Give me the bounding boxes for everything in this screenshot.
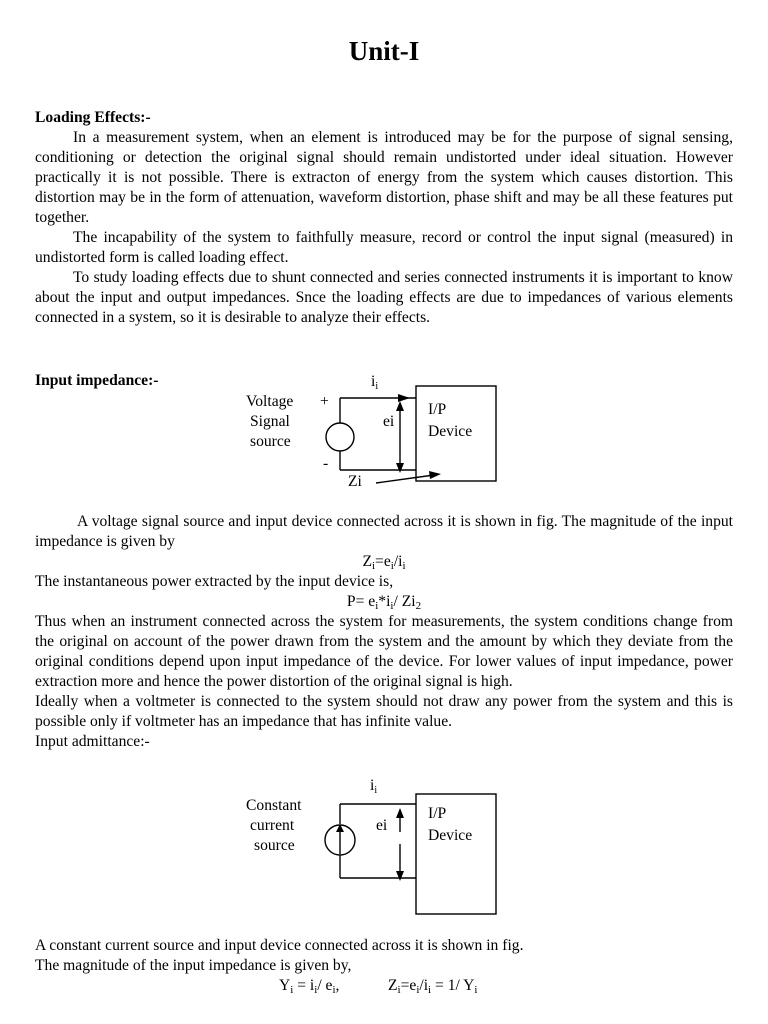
diagram1-impedance-arrow	[376, 475, 434, 483]
current-source-diagram	[236, 774, 506, 918]
diagram1-device-line2: Device	[428, 423, 473, 440]
formula-z2-sub4: i	[474, 984, 478, 996]
diagram2-current-label: ii	[370, 777, 378, 796]
formula-power-c: / Zi	[393, 593, 416, 610]
diagram1-voltage-label: ei	[383, 413, 395, 430]
loading-paragraph-1: In a measurement system, when an element is introduced may be for the purpose of signal sensing, conditioning or detection the original signal should remain undistorted under ideal situation. However practically it is not possible. There is extracton of energy from the system which causes distortion. This distortion may be in the form of attenuation, waveform distortion, phase shift and may be all these features put together.	[35, 129, 733, 226]
formula-z2-div: /i	[419, 977, 429, 994]
formula-z2-end: = 1/ Y	[431, 977, 475, 994]
diagram1-source-circle	[326, 423, 354, 451]
formula-z2-sub2: i	[416, 984, 420, 996]
loading-effects-heading: Loading Effects:-	[35, 109, 151, 126]
formula-power-square: 2	[415, 600, 422, 612]
loading-paragraph-3: To study loading effects due to shunt connected and series connected instruments it is important to know about the input and output impedances. Snce the loading effects are due to impedances of various elements connected in a system, so it is desirable to analyze their effects.	[35, 269, 733, 326]
formula-zi-div: /i	[393, 553, 403, 570]
diagram1-source-line2: Signal	[250, 413, 290, 430]
loading-effects-section	[35, 108, 733, 328]
formula-power-sub2: i	[390, 600, 394, 612]
voltage-source-diagram	[236, 368, 506, 496]
formula-z2-sub3: i	[428, 984, 432, 996]
loading-paragraph-2: The incapability of the system to faithfully measure, record or control the input signal (measured) in undistorted form is called loading effect.	[35, 229, 733, 266]
diagram2-source-line2: current	[250, 817, 295, 834]
diagram1-voltage-arrowhead-down	[396, 463, 404, 473]
diagram2-device-line2: Device	[428, 827, 473, 844]
formula-zi-eq: =e	[375, 553, 391, 570]
formula-y-sub1: i	[290, 984, 294, 996]
formula-y: Y	[279, 977, 291, 994]
formula-zi-sub2: i	[390, 560, 394, 572]
input-impedance-heading: Input impedance:-	[35, 372, 159, 389]
impedance-paragraph-1: A voltage signal source and input device connected across it is shown in fig. The magnitude of the input impedance is given by	[35, 513, 733, 550]
impedance-paragraph-4: Ideally when a voltmeter is connected to the system should not draw any power from the system and this is possible only if voltmeter has an impedance that has infinite value.	[35, 693, 733, 730]
input-impedance-text-3	[35, 612, 733, 752]
diagram2-voltage-arrowhead-down	[396, 871, 404, 881]
diagram1-impedance-label: Zi	[348, 473, 362, 490]
diagram1-source-line3: source	[250, 433, 291, 450]
formula-y-comma: ,	[335, 977, 340, 994]
diagram1-device-line1: I/P	[428, 401, 447, 418]
input-admittance-heading: Input admittance:-	[35, 733, 150, 750]
formula-zi-z: Z	[362, 553, 372, 570]
formula-power-b: *i	[378, 593, 391, 610]
diagram2-device-line1: I/P	[428, 805, 447, 822]
diagram1-source-line1: Voltage	[246, 393, 294, 410]
formula-zi-sub3: i	[402, 560, 406, 572]
impedance-paragraph-3: Thus when an instrument connected across the system for measurements, the system conditions change from the original on account of the power drawn from the system and the amount by which they deviate from the original conditions depend upon input impedance of the device. For lower values of input impedance, power extraction more and hence the power distortion of the original signal is high.	[35, 613, 733, 690]
formula-y-e: / e	[317, 977, 333, 994]
diagram1-minus-label: -	[323, 455, 329, 472]
power-intro: The instantaneous power extracted by the input device is,	[35, 573, 394, 590]
diagram1-plus-label: +	[320, 393, 329, 410]
diagram1-current-label: ii	[371, 373, 379, 392]
diagram2-source-line1: Constant	[246, 797, 302, 814]
formula-y-sub3: i	[332, 984, 336, 996]
input-impedance-text-1	[35, 512, 733, 552]
diagram1-current-arrowhead	[398, 394, 410, 402]
admittance-paragraph-1: A constant current source and input device connected across it is shown in fig.	[35, 937, 524, 954]
diagram2-source-line3: source	[254, 837, 295, 854]
formula-z2-eq: =e	[400, 977, 417, 994]
diagram2-voltage-arrowhead-up	[396, 808, 404, 818]
formula-power-a: P= e	[346, 593, 376, 610]
page-title: Unit-I	[348, 36, 420, 66]
formula-power-sub1: i	[375, 600, 379, 612]
diagram1-voltage-arrowhead-up	[396, 401, 404, 411]
diagram1-impedance-arrowhead	[429, 471, 441, 479]
input-admittance-text	[35, 936, 733, 976]
diagram2-voltage-label: ei	[376, 817, 388, 834]
formula-y-eq: = i	[293, 977, 315, 994]
formula-admittance	[279, 976, 339, 1000]
formula-zi-sub1: i	[371, 560, 376, 572]
formula-zi-admittance	[388, 976, 477, 1000]
formula-z2-sub1: i	[397, 984, 401, 996]
formula-z2: Z	[388, 977, 398, 994]
formula-y-sub2: i	[314, 984, 318, 996]
admittance-paragraph-2: The magnitude of the input impedance is given by,	[35, 957, 352, 974]
